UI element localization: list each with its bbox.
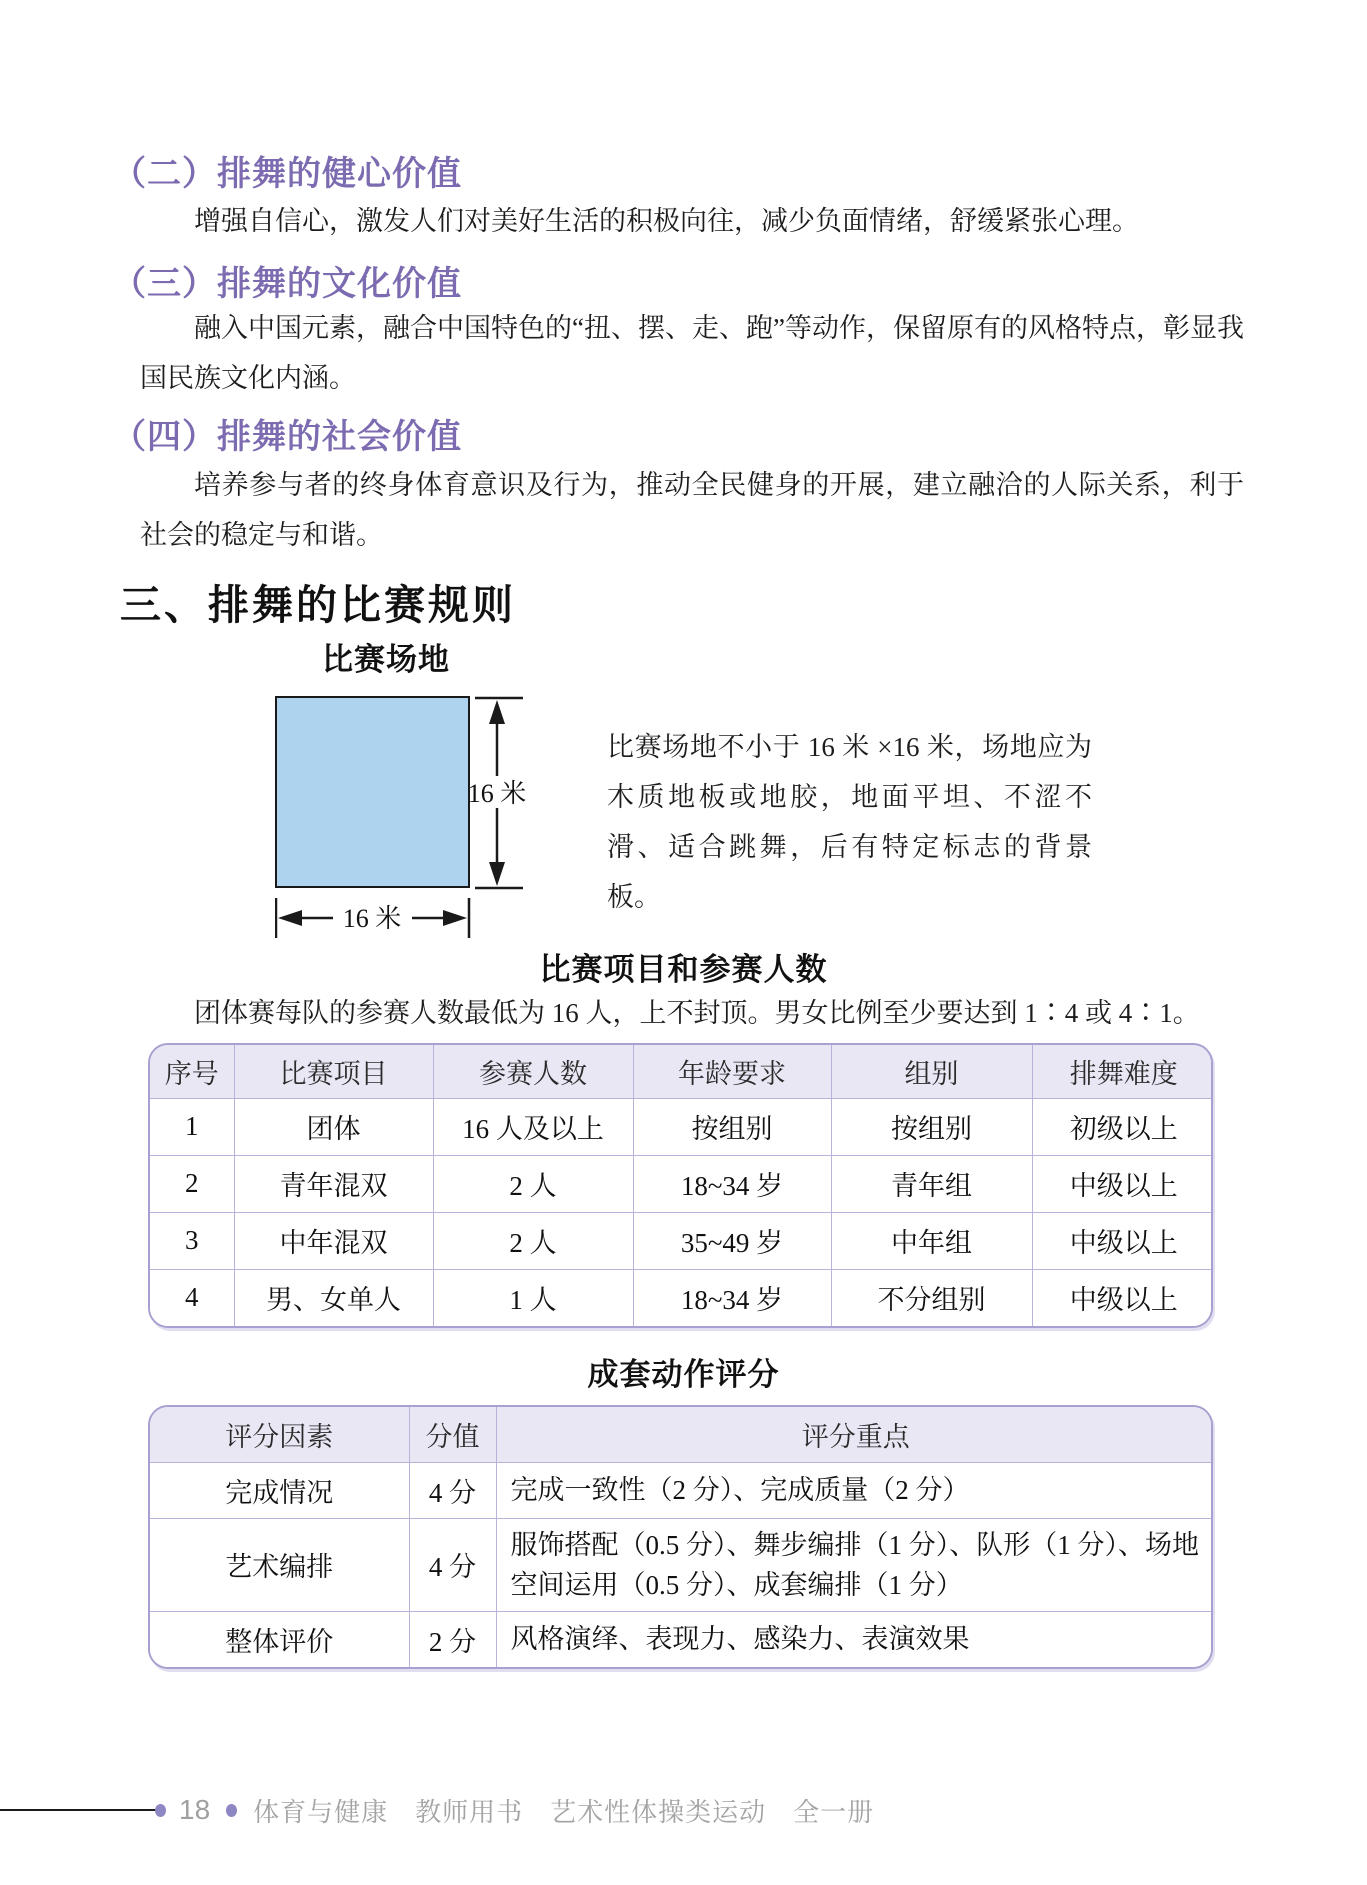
column-header: 参赛人数 [433,1045,633,1098]
table-cell: 中年组 [831,1212,1032,1269]
table-cell: 1 [150,1098,234,1155]
footer-rule [0,1809,160,1811]
section-paragraph-4: 培养参与者的终身体育意识及行为，推动全民健身的开展，建立融洽的人际关系，利于社会的稳定与和谐。 [140,470,1244,550]
events-header-row [150,1045,1213,1098]
table-row [150,1098,1213,1155]
table-cell: 4 [150,1269,234,1326]
table-cell: 男、女单人 [234,1269,433,1326]
column-header: 组别 [831,1045,1032,1098]
events-table [148,1043,1213,1328]
footer-dot-icon [226,1804,237,1817]
table-row [150,1269,1213,1326]
column-header: 评分因素 [150,1407,409,1462]
table-row [150,1212,1213,1269]
table-cell: 完成一致性（2 分）、完成质量（2 分） [496,1462,1213,1518]
table-cell: 中级以上 [1032,1212,1213,1269]
table-cell: 4 分 [409,1518,496,1611]
column-header: 排舞难度 [1032,1045,1213,1098]
page-number: 18 [179,1794,211,1825]
table-cell: 完成情况 [150,1462,409,1518]
scoring-header-row [150,1407,1213,1462]
table-row [150,1155,1213,1212]
horizontal-dimension-label: 16 米 [342,904,402,933]
table-cell: 18~34 岁 [633,1155,831,1212]
table-cell: 35~49 岁 [633,1212,831,1269]
column-header: 比赛项目 [234,1045,433,1098]
table-cell: 1 人 [433,1269,633,1326]
table-cell: 4 分 [409,1462,496,1518]
table-cell: 青年混双 [234,1155,433,1212]
table-cell: 服饰搭配（0.5 分）、舞步编排（1 分）、队形（1 分）、场地空间运用（0.5 分）、成套编排（1 分） [496,1518,1213,1611]
table-cell: 初级以上 [1032,1098,1213,1155]
table-cell: 整体评价 [150,1611,409,1667]
table-cell: 2 人 [433,1155,633,1212]
section-paragraph-3: 融入中国元素，融合中国特色的“扭、摆、走、跑”等动作，保留原有的风格特点，彰显我国民族文化内涵。 [140,313,1244,393]
table-cell: 风格演绎、表现力、感染力、表演效果 [496,1611,1213,1667]
table-cell: 18~34 岁 [633,1269,831,1326]
venue-square [276,697,469,887]
table-cell: 按组别 [831,1098,1032,1155]
column-header: 分值 [409,1407,496,1462]
table-cell: 2 分 [409,1611,496,1667]
section-paragraph-2: 增强自信心，激发人们对美好生活的积极向往，减少负面情绪，舒缓紧张心理。 [194,206,1139,236]
footer-dot-icon [155,1804,166,1817]
events-intro: 团体赛每队的参赛人数最低为 16 人，上不封顶。男女比例至少要达到 1∶4 或 4∶1。 [194,998,1200,1028]
page-footer [0,1795,1367,1825]
chapter-heading: 三、排舞的比赛规则 [120,582,516,628]
venue-diagram [275,696,605,944]
column-header: 评分重点 [496,1407,1213,1462]
footer-book-title: 体育与健康 教师用书 艺术性体操类运动 全一册 [253,1796,875,1827]
table-cell: 青年组 [831,1155,1032,1212]
table-cell: 中年混双 [234,1212,433,1269]
arrow-right-icon [443,910,467,926]
venue-description: 比赛场地不小于 16 米 ×16 米，场地应为木质地板或地胶，地面平坦、不涩不滑、适合跳舞，后有特定标志的背景板。 [607,732,1092,912]
scoring-table [148,1405,1213,1669]
table-row [150,1611,1213,1667]
column-header: 序号 [150,1045,234,1098]
section-heading-3: （三）排舞的文化价值 [112,265,462,303]
table-cell: 中级以上 [1032,1269,1213,1326]
arrow-down-icon [489,862,505,886]
arrow-left-icon [278,910,302,926]
section-heading-4: （四）排舞的社会价值 [112,418,462,456]
table-cell: 团体 [234,1098,433,1155]
table-cell: 中级以上 [1032,1155,1213,1212]
table-cell: 2 人 [433,1212,633,1269]
scoring-title: 成套动作评分 [587,1357,780,1392]
table-cell: 3 [150,1212,234,1269]
table-cell: 16 人及以上 [433,1098,633,1155]
section-heading-2: （二）排舞的健心价值 [112,155,462,193]
column-header: 年龄要求 [633,1045,831,1098]
vertical-dimension-label: 16 米 [467,779,527,808]
table-cell: 按组别 [633,1098,831,1155]
table-row [150,1462,1213,1518]
table-cell: 艺术编排 [150,1518,409,1611]
table-cell: 2 [150,1155,234,1212]
table-cell: 不分组别 [831,1269,1032,1326]
table-row [150,1518,1213,1611]
events-title: 比赛项目和参赛人数 [539,952,828,987]
venue-title: 比赛场地 [322,642,450,677]
